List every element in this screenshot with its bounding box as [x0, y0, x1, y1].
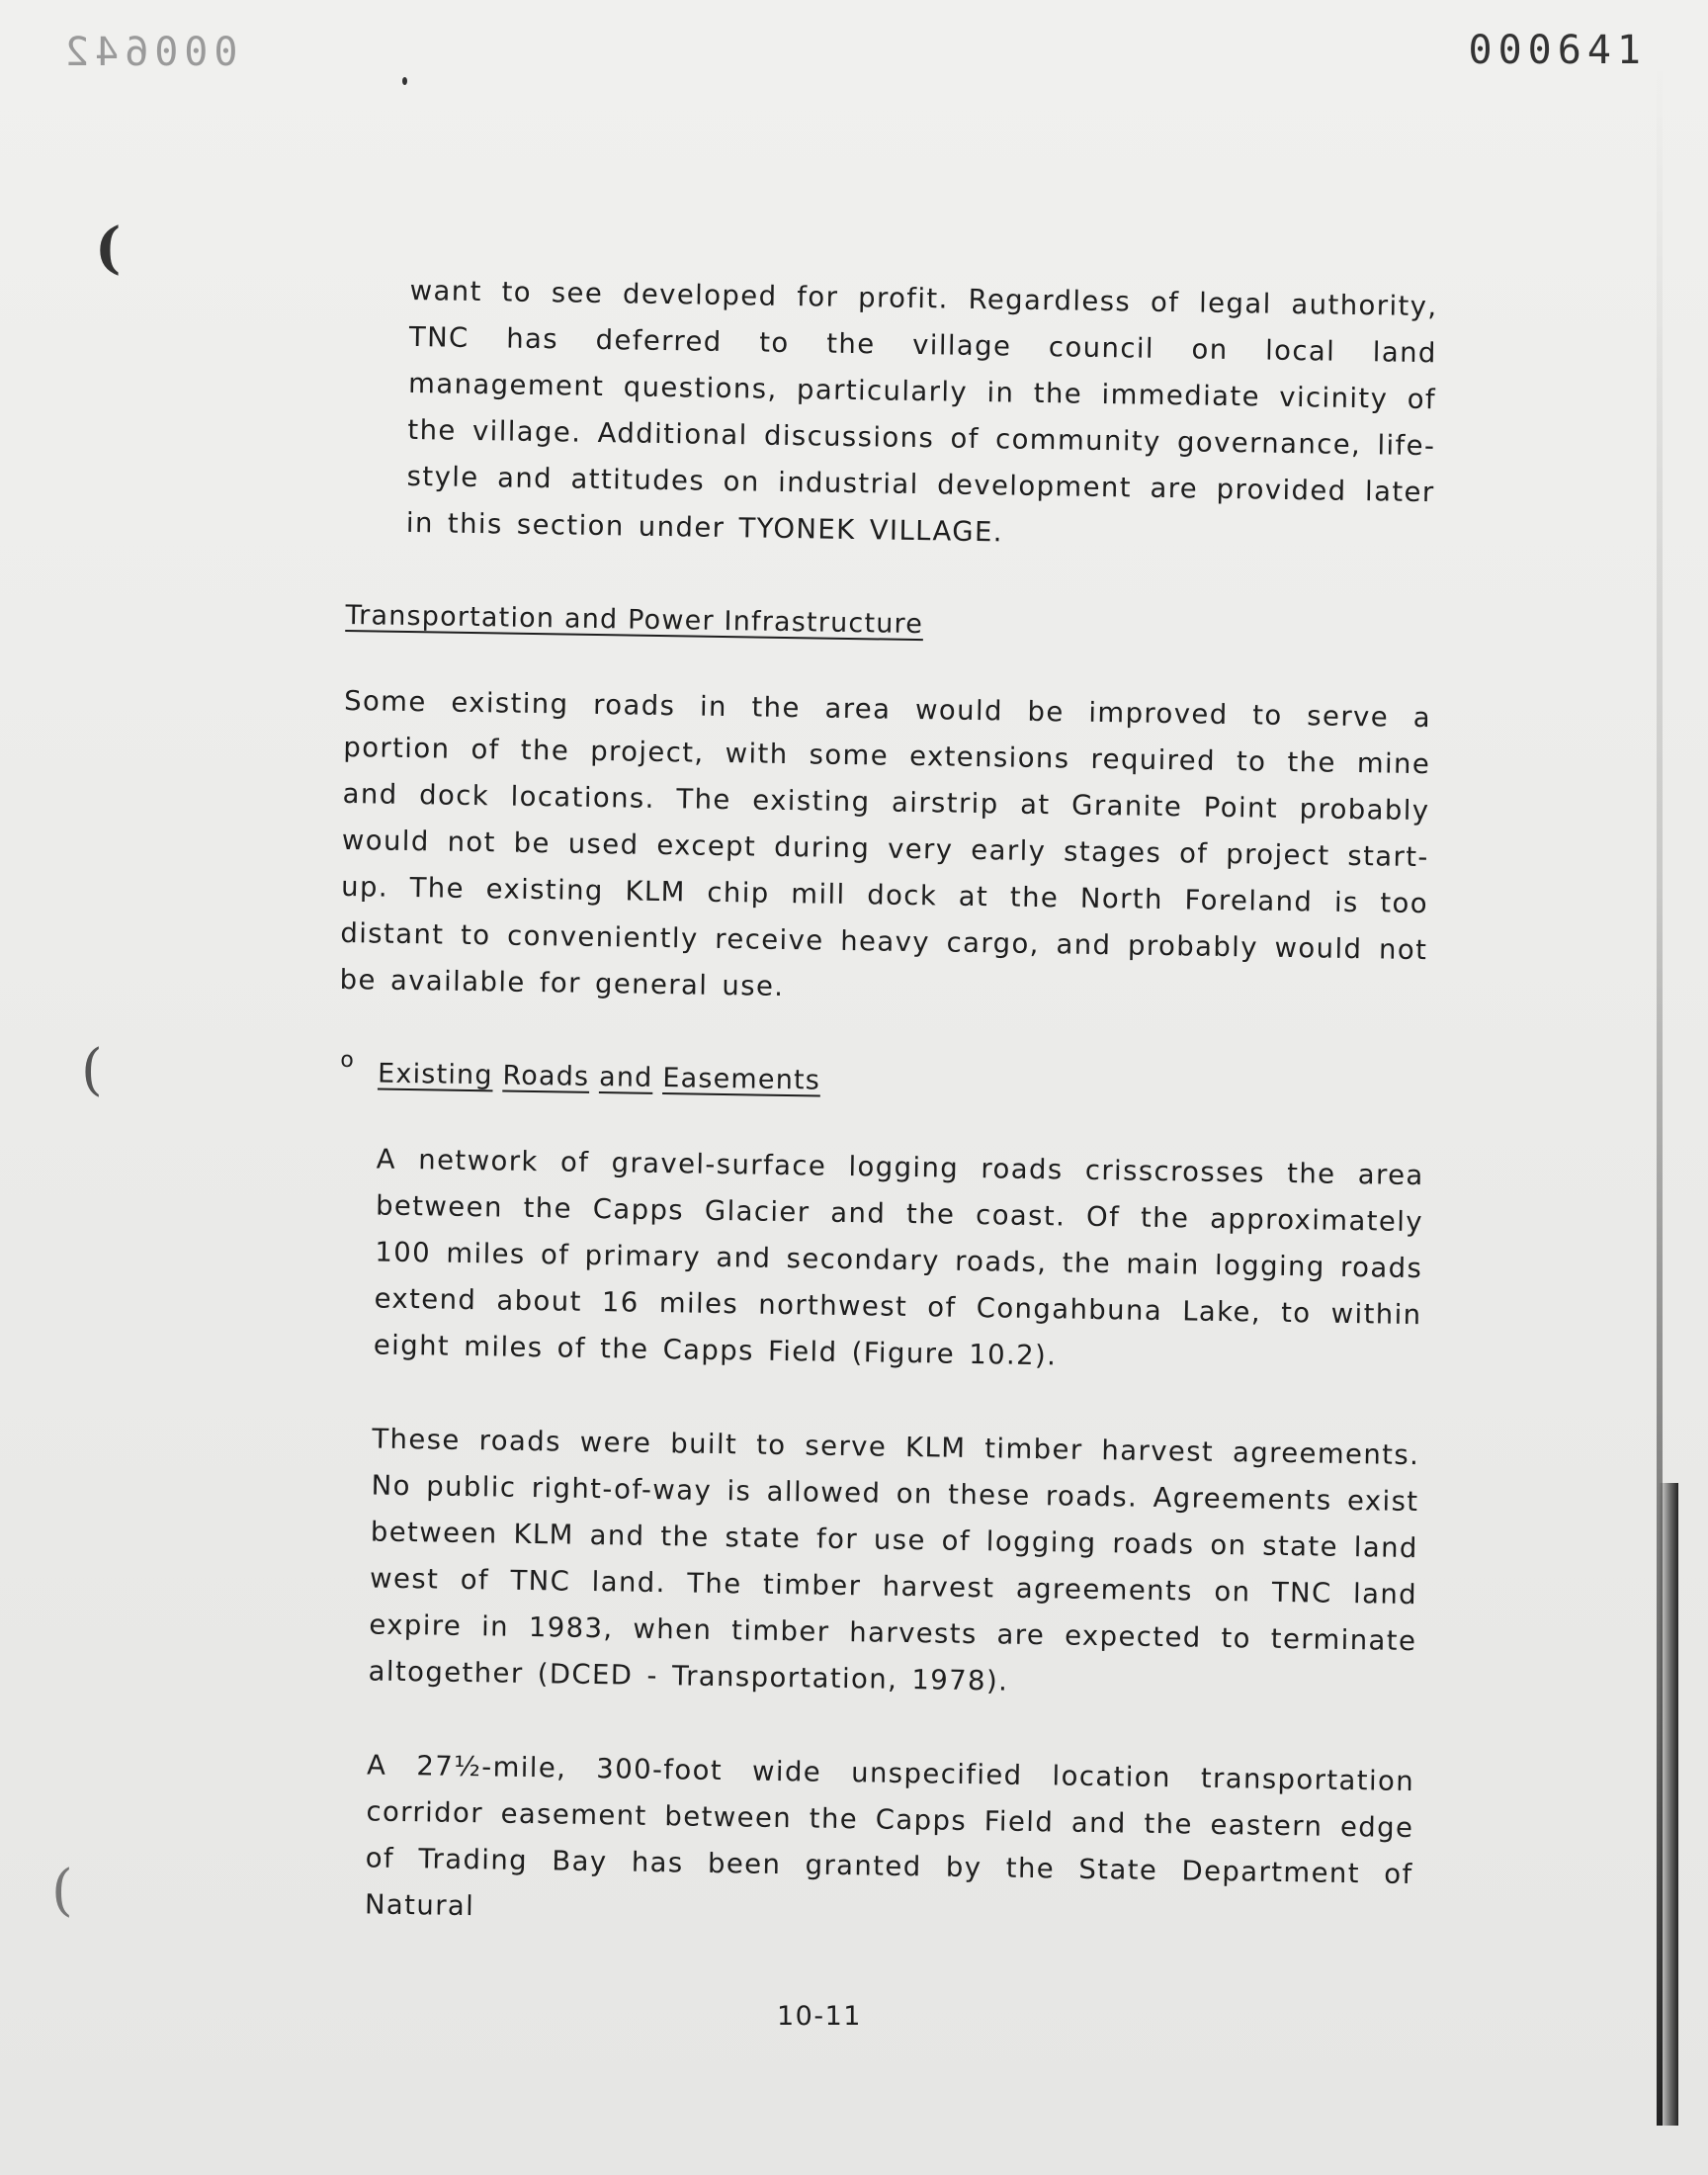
punch-hole-mark: (: [81, 1038, 103, 1102]
subsection-title: [378, 1059, 820, 1096]
paragraph-corridor-easement: A 27½-mile, 300-foot wide unspecified location transportation corridor easement between the Capps Field and the eastern edge of Trading Bay has been granted by the State Department of Natural: [364, 1749, 1415, 1923]
subsection-title-word: Easements: [662, 1063, 821, 1096]
subsection-title-word: and: [598, 1062, 653, 1093]
subsection-heading-roads-easements: [338, 1047, 1445, 1106]
paragraph-tnc-governance: want to see developed for profit. Regardless of legal authority, TNC has deferred to the village council on local land management questions, particularly in the immediate vicinity of the village. Additional discussions of community governance, life-style and attitudes on industrial development are provided later in this section under TYONEK VILLAGE.: [405, 274, 1438, 549]
bates-stamp: 000641: [1468, 28, 1647, 73]
speck-mark: [402, 77, 407, 85]
paragraph-klm-agreements: These roads were built to serve KLM timber harvest agreements. No public right-of-way is allowed on these roads. Agreements exist between KLM and the state for use of logging roads on state land west of TNC land. The timber harvest agreements on TNC land expire in 1983, when timber harvests are expected to terminate altogether (DCED - Transportation, 1978).: [368, 1423, 1420, 1697]
paragraph-logging-roads-network: A network of gravel-surface logging roads crisscrosses the area between the Capps Glacier and the coast. Of the approximately 100 miles of primary and secondary roads, the main logging roads extend about 16 miles northwest of Congahbuna Lake, to within eight miles of the Capps Field (Figure 10.2).: [373, 1143, 1424, 1372]
page-edge-shadow-dark: [1659, 1483, 1678, 2126]
subsection-title-word: Existing: [377, 1058, 493, 1091]
bates-stamp-mirrored: 000642: [59, 30, 238, 75]
punch-hole-mark: (: [51, 1859, 73, 1923]
page-number: 10-11: [777, 2001, 862, 2032]
section-heading-transportation: Transportation and Power Infrastructure: [345, 599, 924, 641]
bullet-icon: o: [340, 1047, 356, 1074]
punch-hole-mark: (: [95, 216, 122, 281]
paragraph-existing-roads-overview: Some existing roads in the area would be improved to serve a portion of the project, with some extensions required to the mine and dock locations. The existing airstrip at Granite Point probably would not be used except during very early stages of project start-up. The existing KLM chip mill dock at the North Foreland is too distant to conveniently receive heavy cargo, and probably would not be available for general use.: [339, 684, 1432, 1002]
subsection-title-word: Roads: [502, 1060, 590, 1092]
document-body: [325, 267, 1458, 1945]
